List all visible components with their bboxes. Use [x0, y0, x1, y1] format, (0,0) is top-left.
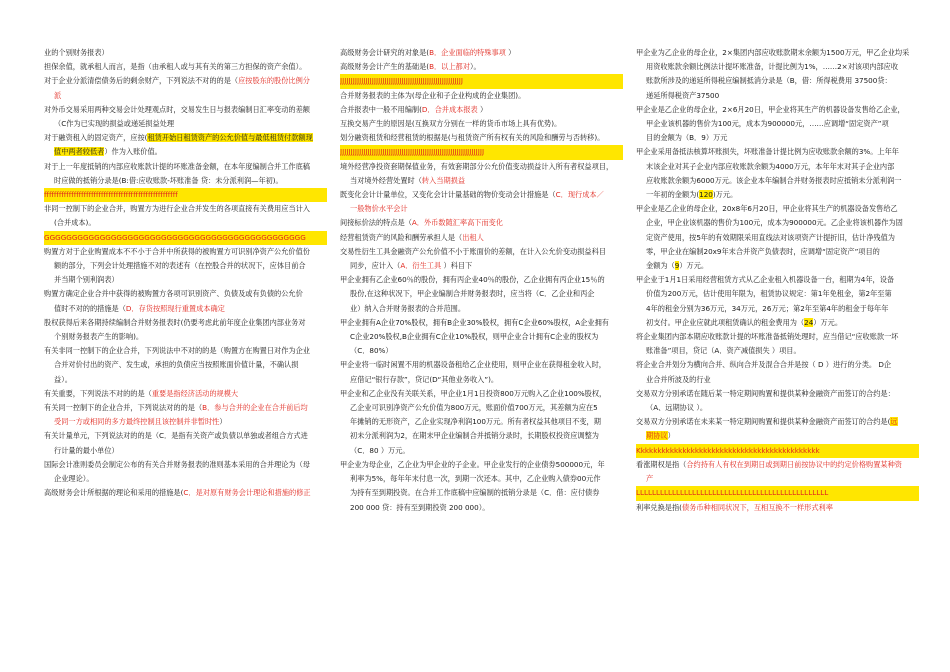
text-segment: 业的个别财务报表） [44, 48, 109, 57]
highlight-band: LLLLLLLLLLLLLLLLLLLLLLLLLLLLLLLLLLLLLLLLLLLLLLLL [636, 486, 919, 500]
text-segment: 当对境外经营处置时（ [350, 175, 422, 185]
answer-text: 重要是指经济活动的规模大 [151, 388, 239, 398]
answer-text: A．外币数随汇率高下而变化 [411, 218, 504, 228]
text-line [44, 316, 327, 330]
text-line [636, 415, 919, 429]
text-line [44, 387, 327, 401]
text-segment: ） [505, 48, 516, 57]
text-line [44, 202, 327, 216]
text-segment: 时应做的抵销分录是(B:借:应收账款-坏账准备 贷：未分派利润—年初)。 [54, 175, 283, 185]
text-segment: 甲企业该机器的售价为100元，成本为900000元，……应调增“固定资产”项 [646, 119, 889, 129]
text-line [44, 160, 327, 174]
text-segment: 甲企业将一临时闲置不用的机器设备租给乙企业使用，则甲企业在获得租金收入时， [340, 360, 606, 370]
text-segment: （C．80 ）万元。 [350, 445, 410, 455]
highlight-band: ffffffffffffffffffffffffffffffffffffffffffffffffffffff [44, 188, 327, 202]
text-line [340, 259, 623, 273]
text-line [340, 373, 623, 387]
text-line [636, 373, 919, 387]
text-line [44, 60, 327, 74]
text-segment: 互换交易产生的原因是(互换双方分别在一样的货币市场上具有优势)。 [340, 119, 562, 129]
text-line [340, 330, 623, 344]
text-segment: 应借记“银行存款”，贷记(D“其他业务收入”)。 [350, 374, 499, 384]
text-line [44, 46, 327, 60]
answer-text: 产 [646, 474, 654, 484]
highlight-band: GGGGGGGGGGGGGGGGGGGGGGGGGGGGGGGGGGGGGGGGGGGGGGG [44, 231, 327, 245]
text-segment: 交易双方分别承诺在随后某一特定期间购置和提供某种金融资产而签订的合约是： [636, 388, 895, 398]
text-segment: 甲企业是乙企业的母企业，20x8年6月20日，甲企业将其生产的机器设备发售给乙 [636, 204, 898, 214]
text-segment: 甲企业为母企业，乙企业为甲企业的子企业。甲企业发行的企业债券500000元，年 [340, 459, 605, 469]
text-segment: 乙企业可识别净资产公允价值为800万元，账面价值700万元，其差额为应在5 [350, 403, 598, 413]
text-segment: 账款所涉及的递延所得税应编制抵消分录是（B，借：所得税费用 37500贷： [646, 76, 892, 86]
text-segment: 利率兑换是指( [636, 502, 682, 512]
text-segment: 交易双方分别承诺在未来某一特定期间购置和提供某种金融资产而签订的合约是( [636, 417, 891, 427]
text-segment: 有关计量单元，下列说法对的的是（C．是指有关资产或负债以单独或者组合方式进 [44, 431, 308, 441]
answer-text: 24 [804, 317, 814, 327]
text-line [340, 131, 623, 145]
text-segment: （C作为已实现的损益或递延损益处理 [54, 119, 175, 129]
text-line [636, 344, 919, 358]
text-segment: 值时不对的的措施是（ [54, 303, 126, 313]
answer-text: D．合并成本报表 [421, 104, 478, 114]
text-segment: 甲企业为乙企业的母企业，2×集团内部应收账款期末余额为1500万元，甲乙企业均采 [636, 48, 910, 57]
text-line [44, 472, 327, 486]
answer-text: 120 [699, 190, 713, 200]
text-segment: 应收账款余额为6000万元。该企业本年编制合并财务报表时应抵销未分派利润一 [646, 175, 902, 185]
text-segment: 间接标价法的特点是（ [340, 218, 412, 228]
text-line [636, 472, 919, 486]
answer-text: 合约持有人有权在到期日或到期日前按协议中的约定价格购置某种资 [686, 459, 902, 469]
text-line [44, 330, 327, 344]
text-segment: （C．80%） [350, 346, 393, 356]
text-segment: ） [477, 104, 488, 114]
text-line [44, 373, 327, 387]
text-line [636, 444, 919, 458]
answer-text: B．企业面临的特殊事项 [429, 48, 506, 57]
text-line [636, 103, 919, 117]
text-line [340, 216, 623, 230]
text-segment: 股权获得后来各期持续编制合并财务报表时(仍要考虑此前年度企业集团内部业务对 [44, 317, 306, 327]
text-line [340, 316, 623, 330]
text-segment: 甲企业于1月1日采用经营租赁方式从乙企业租入机器设备一台，租期为4年，设备 [636, 275, 895, 285]
text-segment: 购置方对于企业购置成本不不小于合并中所获得的被购置方可识别净资产公允价值份 [44, 246, 310, 256]
answer-text: 应按股东的股份比例分 [238, 76, 310, 86]
text-line [44, 216, 327, 230]
text-line [340, 145, 623, 159]
text-line [636, 216, 919, 230]
text-line [44, 74, 327, 88]
answer-text: A．衍生工具 [400, 261, 442, 271]
text-segment: 有关非同一控制下的企业合并，下列说法中不对的的是（购置方在购置日对作为企业 [44, 346, 310, 356]
text-line [636, 429, 919, 443]
text-segment: 经营租赁资产的风险和酬劳承担人是（ [340, 232, 463, 242]
text-segment: 交易性衍生工具金融资产公允价值不小于账面价的差额，在计入公允价变动损益科目 [340, 246, 606, 256]
text-segment: 高级财务会计所根据的理论和采用的措施是( [44, 488, 184, 498]
text-segment: 业合并所波及的行业 [646, 374, 711, 384]
text-segment: 账准备”项目，贷记（A．资产减值损失 ）项目。 [646, 346, 801, 356]
text-line [340, 46, 623, 60]
text-line [636, 89, 919, 103]
text-segment: 年摊销的无形资产，乙企业实现净利润100万元。所有者权益其他项目不变，期 [350, 417, 601, 427]
text-line [44, 231, 327, 245]
text-line [636, 358, 919, 372]
text-segment: 购置方确定企业合并中获得的被购置方各项可识别资产、负债及或有负债的公允价 [44, 289, 303, 299]
text-line [636, 60, 919, 74]
text-line [44, 259, 327, 273]
text-segment: 担保余值，就承租人而言，是指（由承租人或与其有关的第三方担保的资产余值）。 [44, 62, 307, 72]
text-line [340, 401, 623, 415]
text-segment: 将企业集团内部本期应收账款计提的坏账准备抵销处理时，应当借记“应收账款一坏 [636, 332, 899, 342]
answer-text: 一般物价水平会计 [350, 204, 408, 214]
text-segment: 目的金额为（B．9）万元 [646, 133, 728, 143]
text-line [636, 259, 919, 273]
text-line [44, 245, 327, 259]
text-segment: 甲企业采用备抵法核算坏账损失，坏账准备计提比例为应收账款余额的3%。上年年 [636, 147, 899, 157]
text-segment: 将企业合并划分为横向合并、纵向合并及混合合并是按（ D ）进行的分类。 D企 [636, 360, 892, 370]
answer-text: 派 [54, 90, 62, 100]
text-line [636, 174, 919, 188]
text-segment: 4年的租金分别为36万元，34万元，26万元；第2年至第4年的租金于每年年 [646, 303, 889, 313]
text-line [340, 188, 623, 202]
text-line [44, 273, 327, 287]
text-line [636, 330, 919, 344]
text-segment: 高级财务会计研究的对象是( [340, 48, 430, 57]
text-line [340, 174, 623, 188]
text-segment: ）万元。 [679, 261, 709, 271]
text-segment: 有关同一控制下的企业合并，下列说法对的的是（ [44, 403, 203, 413]
answer-text: 出租人 [462, 232, 484, 242]
text-line [636, 46, 919, 60]
text-segment: 划分融资租赁和经营租赁的根据是(与租赁资产所有权有关的风险和酬劳与否转移)。 [340, 133, 605, 143]
text-segment: 非同一控制下的企业合并，购置方为进行企业合并发生的各项直接有关费用应当计入 [44, 204, 310, 214]
answer-text: 转入当期损益 [421, 175, 466, 185]
text-line [340, 501, 623, 515]
text-line [636, 458, 919, 472]
text-segment: 境外经营净投资套期保值业务，有效套期部分公允价值变动损益计入所有者权益项目， [340, 161, 614, 171]
text-segment: 企业，甲企业该机器的售价为100元，成本为900000元。乙企业将该机器作为固 [646, 218, 903, 228]
text-line [340, 415, 623, 429]
text-segment: 合并财务报表的主体为(母企业和子企业构成的企业集团)。 [340, 90, 526, 100]
highlight-band: JJJJJJJJJJJJJJJJJJJJJJJJJJJJJJJJJJJJJJJJJJJJJJJJJJJJJJJJJJJJJJJJJJJJ [340, 145, 623, 159]
text-line [636, 145, 919, 159]
text-segment: 初支付。甲企业应就此项租赁确认的租金费用为（ [646, 317, 805, 327]
answer-text: D．存货按照现行重置成本确定 [125, 303, 225, 313]
text-segment: 递延所得税资产37500 [646, 90, 720, 100]
text-line [340, 458, 623, 472]
text-segment: ） [667, 431, 675, 441]
text-line [636, 202, 919, 216]
text-line [44, 358, 327, 372]
text-segment: ）作为入账价值。 [104, 147, 162, 157]
text-line [340, 231, 623, 245]
text-segment: 国际会计准则委员会制定公布的有关合并财务报表的准则基本采用的合并理论为（母 [44, 459, 310, 469]
text-line [44, 131, 327, 145]
text-line [636, 316, 919, 330]
text-line [340, 302, 623, 316]
text-segment: 甲企业是乙企业的母企业，2×6月20日，甲企业将其生产的机器设备发售给乙企业， [636, 104, 905, 114]
text-segment: 甲企业拥有乙企业60％的股份，拥有丙企业40％的股份，乙企业拥有丙企业15％的 [340, 275, 605, 285]
column-middle [340, 46, 623, 515]
text-segment: 甲企业拥有A企业70%股权，拥有B企业30%股权，拥有C企业60%股权，A企业拥有 [340, 317, 609, 327]
text-line [340, 444, 623, 458]
text-line [636, 302, 919, 316]
text-line [44, 401, 327, 415]
text-line [44, 429, 327, 443]
answer-text: C．是对原有财务会计理论和措施的修正 [183, 488, 311, 498]
answer-text: B．以上都对 [429, 62, 470, 72]
text-line [44, 458, 327, 472]
text-line [44, 188, 327, 202]
text-line [636, 273, 919, 287]
text-line [44, 486, 327, 500]
text-line [340, 429, 623, 443]
text-segment: （A、远期协议 ）。 [646, 403, 708, 413]
text-line [340, 472, 623, 486]
text-line [636, 131, 919, 145]
text-segment: 行计量的最小单位） [54, 445, 119, 455]
text-line [340, 344, 623, 358]
text-segment: 定资产使用，按5年的有效期限采用直线法对该项资产计提折旧，估计净残值为 [646, 232, 895, 242]
text-line [340, 74, 623, 88]
text-segment: 股份,在这种状况下，甲企业编制合并财务报表时，应当将（C．乙企业和丙企 [350, 289, 595, 299]
text-segment: 合并报表中一般不用编制( [340, 104, 422, 114]
highlight-band: Kkkkkkkkkkkkkkkkkkkkkkkkkkkkkkkkkkkkkkkkkkkk [636, 444, 919, 458]
text-segment: 个别财务报表产生的影响)。 [54, 332, 144, 342]
text-line [340, 89, 623, 103]
text-segment: 有关重要，下列说法不对的的是（ [44, 388, 152, 398]
answer-text: 期协议 [646, 431, 668, 441]
text-segment: 业）纳入合并财务报表的合并范围。 [350, 303, 466, 313]
text-segment: 利率为5%，每年年末付息一次，到期一次还本。其中，乙企业购入债券00元作 [350, 474, 601, 484]
text-line [340, 273, 623, 287]
text-line [44, 174, 327, 188]
text-line [636, 74, 919, 88]
text-line [340, 358, 623, 372]
text-segment: 金额为（ [646, 261, 675, 271]
text-line [44, 344, 327, 358]
text-segment: 200 000 贷：持有至到期投资 200 000）。 [350, 502, 490, 512]
column-left [44, 46, 327, 501]
text-segment: 对于上一年度抵销的内部应收账款计提的坏账准备金额，在本年度编制合并工作底稿 [44, 161, 310, 171]
text-line [636, 188, 919, 202]
answer-text: 租赁开始日租赁资产的公允价值与最低租赁付款额现 [147, 133, 313, 143]
text-line [44, 89, 327, 103]
text-line [636, 231, 919, 245]
text-line [340, 160, 623, 174]
text-segment: 益）。 [54, 374, 72, 384]
text-segment: 零，甲企业在编制20x9年末合并资产负债表时，应调增“固定资产”项目的 [646, 246, 880, 256]
text-line [44, 302, 327, 316]
text-line [636, 501, 919, 515]
text-segment: 合并对价付出的资产、发生或，承担的负债应当按照账面价值计量，不确认损 [54, 360, 299, 370]
text-segment: ）万元。 [813, 317, 843, 327]
answer-text: 值中两者较低者 [54, 147, 105, 157]
text-line [636, 117, 919, 131]
text-line [340, 287, 623, 301]
text-line [636, 387, 919, 401]
text-line [636, 245, 919, 259]
text-segment: 初未分派利润为2，在期末甲企业编制合并抵销分录时，长期股权投资应调整为 [350, 431, 599, 441]
text-segment: 甲企业和乙企业没有关联关系，甲企业1月1日投资800万元购入乙企业100%股权， [340, 388, 607, 398]
text-line [340, 117, 623, 131]
text-segment: 对于融资租入的固定资产，应按( [44, 133, 148, 143]
text-segment: )万元。 [712, 190, 738, 200]
text-segment: 既变化会计计量单位，又变化会计计量基础的物价变动会计措施是（ [340, 190, 556, 200]
text-line [636, 401, 919, 415]
text-line [340, 60, 623, 74]
text-segment: ）科目下 [441, 261, 473, 271]
column-right [636, 46, 919, 515]
text-segment: 为持有至到期投资。在合并工作底稿中应编制的抵销分录是（C．借：应付债券 [350, 488, 600, 498]
text-segment: 同步，应计入（ [350, 261, 401, 271]
text-segment: 用资收账款余额比例法计提坏账准备，计提比例为1%，……2×对该项内部应收 [646, 62, 899, 72]
answer-text: B．参与合并的企业在合并前后均 [202, 403, 308, 413]
text-segment: 对于企业分派清偿债务后的剩余财产，下列说法不对的的是（ [44, 76, 239, 86]
text-segment: 并当期个别利润表） [54, 275, 119, 285]
answer-text: C．现行成本／ [555, 190, 604, 200]
text-segment: 末该企业对其子企业内部应收账款余额为4000万元，本年年末对其子企业内部 [646, 161, 895, 171]
answer-text: 远 [890, 417, 898, 427]
text-line [636, 287, 919, 301]
text-line [44, 415, 327, 429]
text-line [636, 486, 919, 500]
text-line [340, 387, 623, 401]
text-segment: C企业20%股权,B企业拥有C企业10%股权，则甲企业合计拥有C企业的股权为 [350, 332, 599, 342]
text-segment: 高级财务会计产生的基础是( [340, 62, 430, 72]
text-segment: 一年初的金额为( [646, 190, 700, 200]
text-line [44, 287, 327, 301]
text-line [44, 444, 327, 458]
text-line [340, 245, 623, 259]
text-segment: ） [219, 417, 227, 427]
text-line [340, 202, 623, 216]
text-segment: 额的部分，下列会计处理措施不对的表述有（在控股合并的状况下，应体目前合 [54, 261, 306, 271]
answer-text: 9 [674, 261, 680, 271]
text-line [636, 160, 919, 174]
text-line [44, 145, 327, 159]
text-segment: 企业理论）。 [54, 474, 94, 484]
text-segment: 价值为200万元，估计使用年限为，租赁协议规定：第1年免租金，第2年至第 [646, 289, 892, 299]
text-segment: 看涨期权是指（ [636, 459, 687, 469]
text-segment: 对外币交易采用两种交易会计处理观点时，交易发生日与报表编制日汇率变动的差额 [44, 104, 310, 114]
answer-text: 债务币种相同状况下，互相互换不一样形式利率 [681, 502, 833, 512]
text-line [340, 103, 623, 117]
text-line [340, 486, 623, 500]
text-line [44, 117, 327, 131]
text-segment: ）。 [469, 62, 481, 72]
text-line [44, 103, 327, 117]
text-segment: (合并成本)。 [54, 218, 96, 228]
highlight-band: JJJJJJJJJJJJJJJJJJJJJJJJJJJJJJJJJJJJJJJJJJJJJJJJJJJJJJJJJJ [340, 74, 623, 88]
answer-text: 受同一方或相同的多方最终控制且该控制并非暂时性 [54, 417, 220, 427]
